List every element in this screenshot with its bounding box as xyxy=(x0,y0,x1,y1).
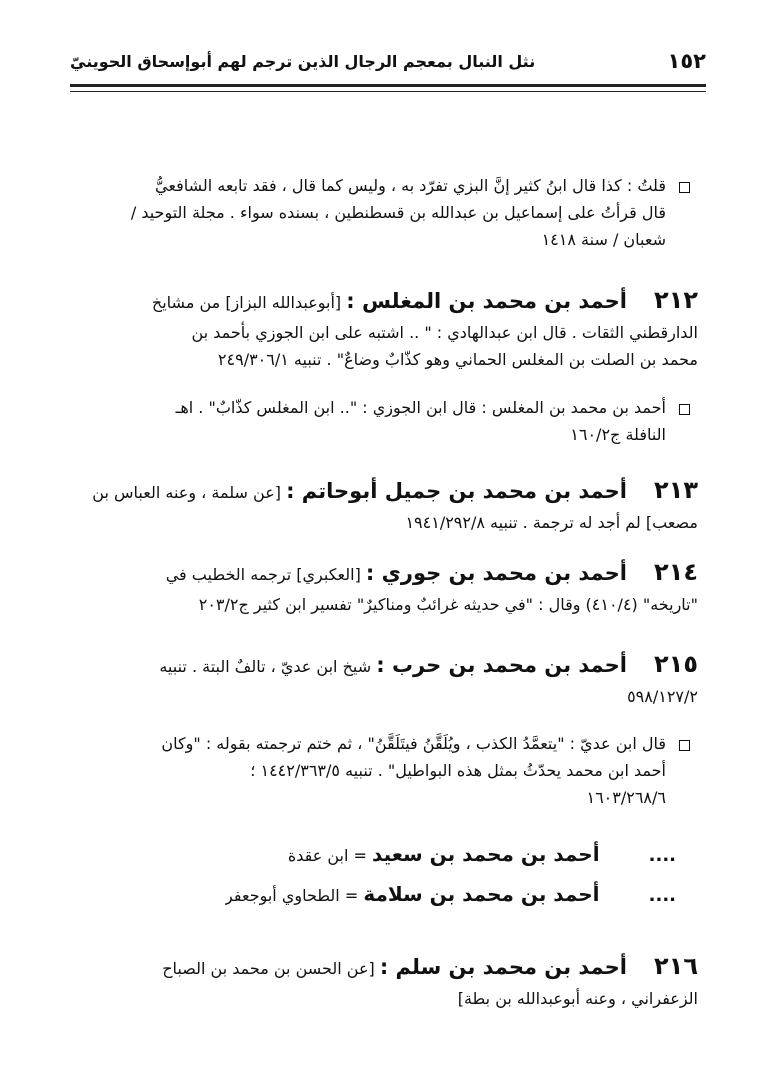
entry-text: [العكبري] ترجمه الخطيب في xyxy=(165,565,361,584)
header-rule-thick xyxy=(70,84,706,87)
entry-number: ٢١٢ xyxy=(654,286,698,314)
ellipsis-marker: .... xyxy=(648,885,676,906)
note-block xyxy=(68,730,666,811)
xref-name: أحمد بن محمد بن سلامة xyxy=(363,882,600,906)
note-line: قال ابن عديّ : "يتعمَّدُ الكذب ، ويُلَقَّنُ فيتَلَقَّنُ" ، ثم ختم ترجمته بقوله : "وكان xyxy=(161,734,666,753)
entry-line: الدارقطني الثقات . قال ابن عبدالهادي : " .. اشتبه على ابن الجوزي بأحمد بن xyxy=(191,323,698,342)
header-rule-thin xyxy=(70,91,706,92)
entry-name: أحمد بن محمد بن جميل أبوحاتم : xyxy=(286,479,627,503)
entry-name: أحمد بن محمد بن المغلس : xyxy=(346,289,627,313)
entry-214 xyxy=(68,556,698,618)
entry-text: شيخ ابن عديّ ، تالفٌ البتة . تنبيه xyxy=(159,657,372,676)
square-bullet-icon xyxy=(679,740,690,751)
entry-text: [أبوعبدالله البزاز] من مشايخ xyxy=(151,293,342,312)
entry-name: أحمد بن محمد بن حرب : xyxy=(376,653,627,677)
note-block xyxy=(68,172,666,253)
entry-number: ٢١٣ xyxy=(654,476,698,504)
xref-name: أحمد بن محمد بن سعيد xyxy=(372,842,600,866)
entry-213 xyxy=(68,474,698,536)
note-line: أحمد ابن محمد يحدّثُ بمثل هذه البواطيل" . تنبيه ١٤٤٢/٣٦٣/٥ ؛ xyxy=(250,761,666,780)
entry-line: "تاريخه" (٤١٠/٤) وقال : "في حديثه غرائبٌ ومناكيرٌ" تفسير ابن كثير ج٢٠٣/٢ xyxy=(198,595,698,614)
ellipsis-marker: .... xyxy=(648,845,676,866)
entry-number: ٢١٦ xyxy=(654,952,698,980)
entry-line: مصعب] لم أجد له ترجمة . تنبيه ١٩٤١/٢٩٢/٨ xyxy=(405,513,698,532)
entry-212 xyxy=(68,284,698,373)
entry-name: أحمد بن محمد بن جوري : xyxy=(365,561,627,585)
entry-215 xyxy=(68,648,698,710)
cross-reference xyxy=(288,838,676,872)
entry-text: [عن سلمة ، وعنه العباس بن xyxy=(92,483,281,502)
note-line: شعبان / سنة ١٤١٨ xyxy=(541,230,666,249)
cross-reference xyxy=(225,878,676,912)
note-line: قلتُ : كذا قال ابنُ كثير إنَّ البزي تفرّد به ، وليس كما قال ، فقد تابعه الشافعيُّ xyxy=(155,176,666,195)
note-block xyxy=(68,394,666,448)
page-header xyxy=(70,46,706,76)
note-line: النافلة ج١٦٠/٢ xyxy=(570,425,666,444)
note-line: ١٦٠٣/٢٦٨/٦ xyxy=(586,788,666,807)
entry-line: ٥٩٨/١٢٧/٢ xyxy=(627,687,698,706)
entry-216 xyxy=(68,950,698,1012)
entry-name: أحمد بن محمد بن سلم : xyxy=(379,955,627,979)
page-number: ١٥٢ xyxy=(667,49,706,73)
note-line: أحمد بن محمد بن المغلس : قال ابن الجوزي : ".. ابن المغلس كذّابٌ" . اهـ xyxy=(175,398,666,417)
xref-target: = الطحاوي أبوجعفر xyxy=(225,886,359,905)
entry-number: ٢١٤ xyxy=(654,558,698,586)
square-bullet-icon xyxy=(679,404,690,415)
running-title: نثل النبال بمعجم الرجال الذين ترجم لهم أبوإسحاق الحوينيّ xyxy=(70,51,536,71)
entry-line: محمد بن الصلت بن المغلس الحماني وهو كذّابٌ وضاعٌ" . تنبيه ٢٤٩/٣٠٦/١ xyxy=(217,350,698,369)
xref-target: = ابن عقدة xyxy=(287,846,367,865)
entry-number: ٢١٥ xyxy=(654,650,698,678)
square-bullet-icon xyxy=(679,182,690,193)
entry-line: الزعفراني ، وعنه أبوعبدالله بن بطة] xyxy=(457,989,698,1008)
note-line: قال قرأتُ على إسماعيل بن عبدالله بن قسطنطين ، بسنده سواء . مجلة التوحيد / xyxy=(130,203,666,222)
entry-text: [عن الحسن بن محمد بن الصباح xyxy=(162,959,375,978)
